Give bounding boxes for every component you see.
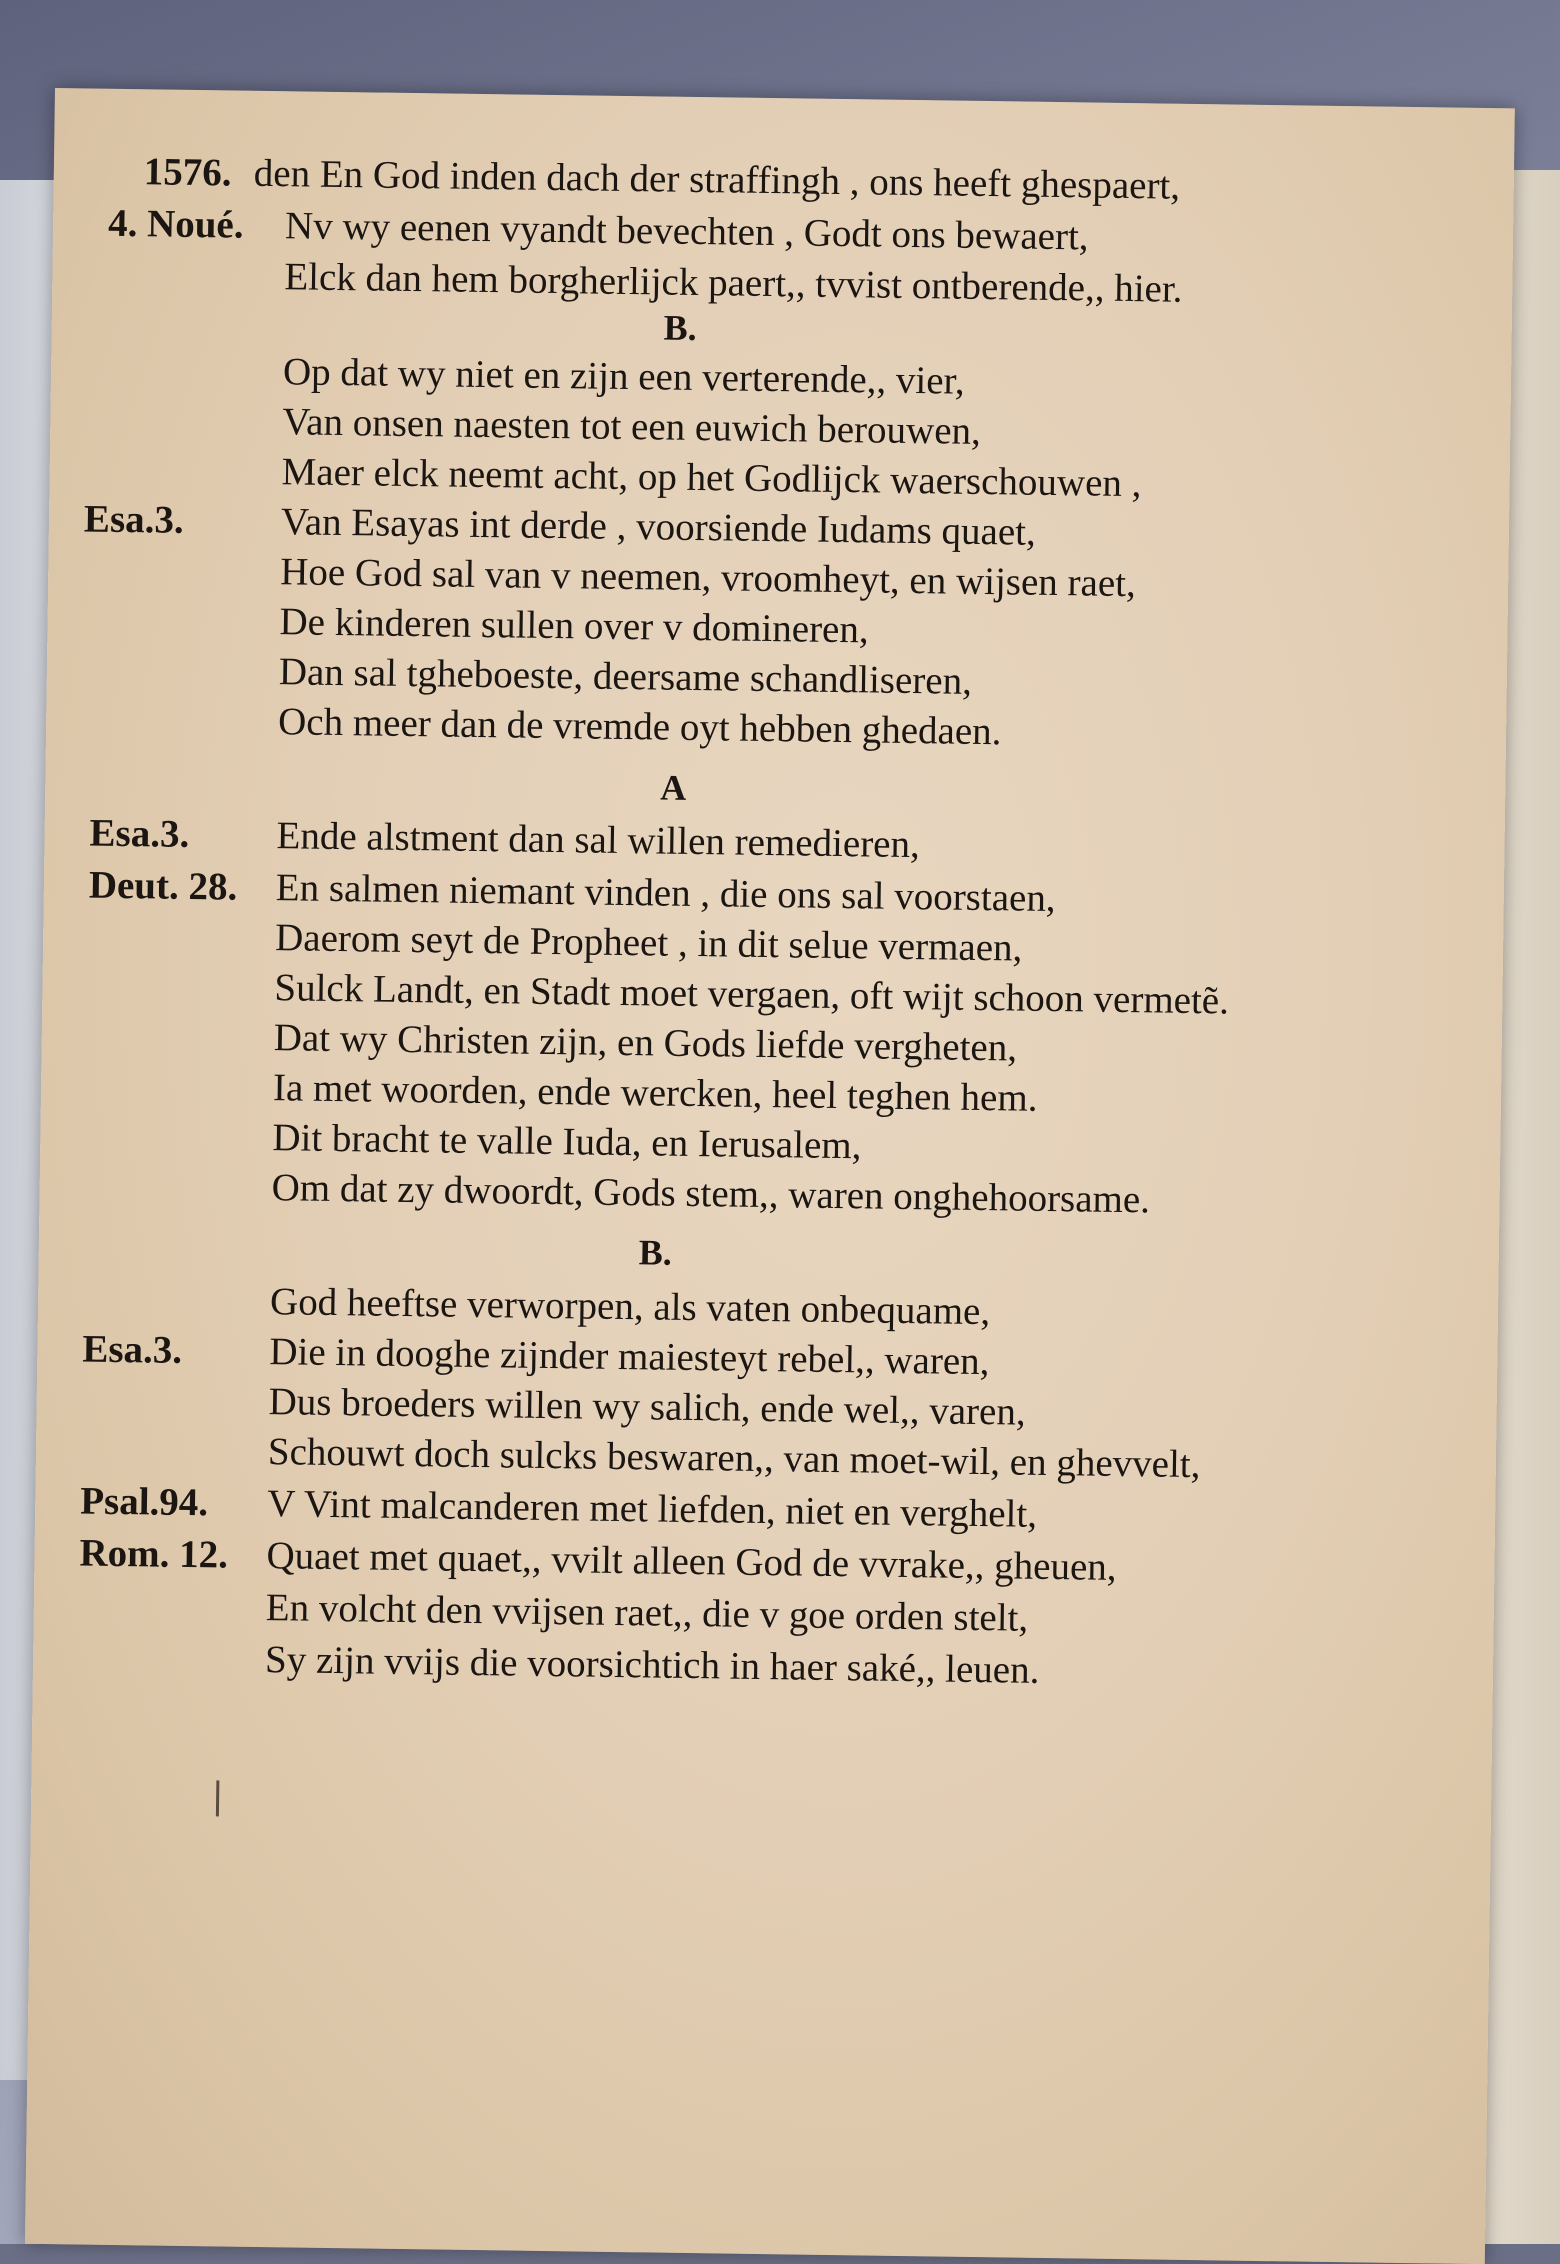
verse-line: Nv wy eenen vyandt bevechten , Godt ons bewaert, [284,204,1089,259]
verse-line: Schouwt doch sulcks beswaren,, van moet-wil, en ghevvelt, [267,1430,1201,1487]
verse-line: Hoe God sal van v neemen, vroomheyt, en wijsen raet, [279,550,1137,606]
verse-line: Van Esayas int derde , voorsiende Iudams quaet, [280,500,1037,554]
margin-reference: Esa.3. [83,497,184,542]
verse-line: Elck dan hem borgherlijck paert,, tvvist ontberende,, hier. [284,255,1183,311]
margin-reference: Esa.3. [89,811,190,856]
verse-line: Sy zijn vvijs die voorsichtich in haer saké,, leuen. [264,1638,1040,1692]
verse-line: den En God inden dach der straffingh , ons heeft ghespaert, [253,151,1181,208]
date-marker: 4. Noué. [107,201,244,247]
verse-line: En salmen niemant vinden , die ons sal voorstaen, [275,866,1056,921]
verse-line: God heeftse verworpen, als vaten onbequame, [269,1280,991,1334]
verse-line: Dat wy Christen zijn, en Gods liefde vergheten, [273,1016,1018,1070]
year-marker: 1576. [143,150,232,195]
margin-reference: Psal.94. [79,1479,209,1525]
verse-line: Van onsen naesten tot een euwich berouwen, [282,400,982,453]
verse-line: De kinderen sullen over v domineren, [279,600,869,652]
verse-line: Quaet met quaet,, vvilt alleen God de vvrake,, gheuen, [266,1534,1117,1589]
verse-line: Maer elck neemt acht, op het Godlijck waerschouwen , [281,450,1142,506]
verse-line: Om dat zy dwoordt, Gods stem,, waren onghehoorsame. [271,1166,1151,1222]
section-letter: B. [663,307,698,348]
verse-line: Dus broeders willen wy salich, ende wel,, varen, [268,1380,1026,1434]
verse-line: V Vint malcanderen met liefden, niet en verghelt, [266,1482,1038,1536]
margin-reference: Esa.3. [82,1327,183,1372]
verse-line: Och meer dan de vremde oyt hebben ghedaen. [277,700,1002,754]
verse-line: Die in dooghe zijnder maiesteyt rebel,, waren, [269,1330,990,1384]
page-text [25,88,1515,2264]
margin-reference: Rom. 12. [79,1531,229,1577]
verse-line: Sulck Landt, en Stadt moet vergaen, oft wijt schoon vermetẽ. [274,966,1230,1023]
verse-line: Dan sal tgheboeste, deersame schandliseren, [278,650,973,703]
section-letter: B. [638,1232,673,1273]
margin-reference: Deut. 28. [88,863,238,909]
verse-line: Ia met woorden, ende wercken, heel teghen hem. [272,1066,1038,1120]
section-letter: A [660,767,687,808]
ink-mark [216,1780,220,1816]
verse-line: Op dat wy niet en zijn een verterende,, vier, [282,350,966,403]
verse-line: Dit bracht te valle Iuda, en Ierusalem, [272,1116,862,1168]
verse-line: Ende alstment dan sal willen remedieren, [276,814,921,867]
verse-line: En volcht den vvijsen raet,, die v goe orden stelt, [265,1586,1029,1640]
book-page [25,88,1515,2264]
verse-line: Daerom seyt de Propheet , in dit selue vermaen, [274,916,1023,970]
